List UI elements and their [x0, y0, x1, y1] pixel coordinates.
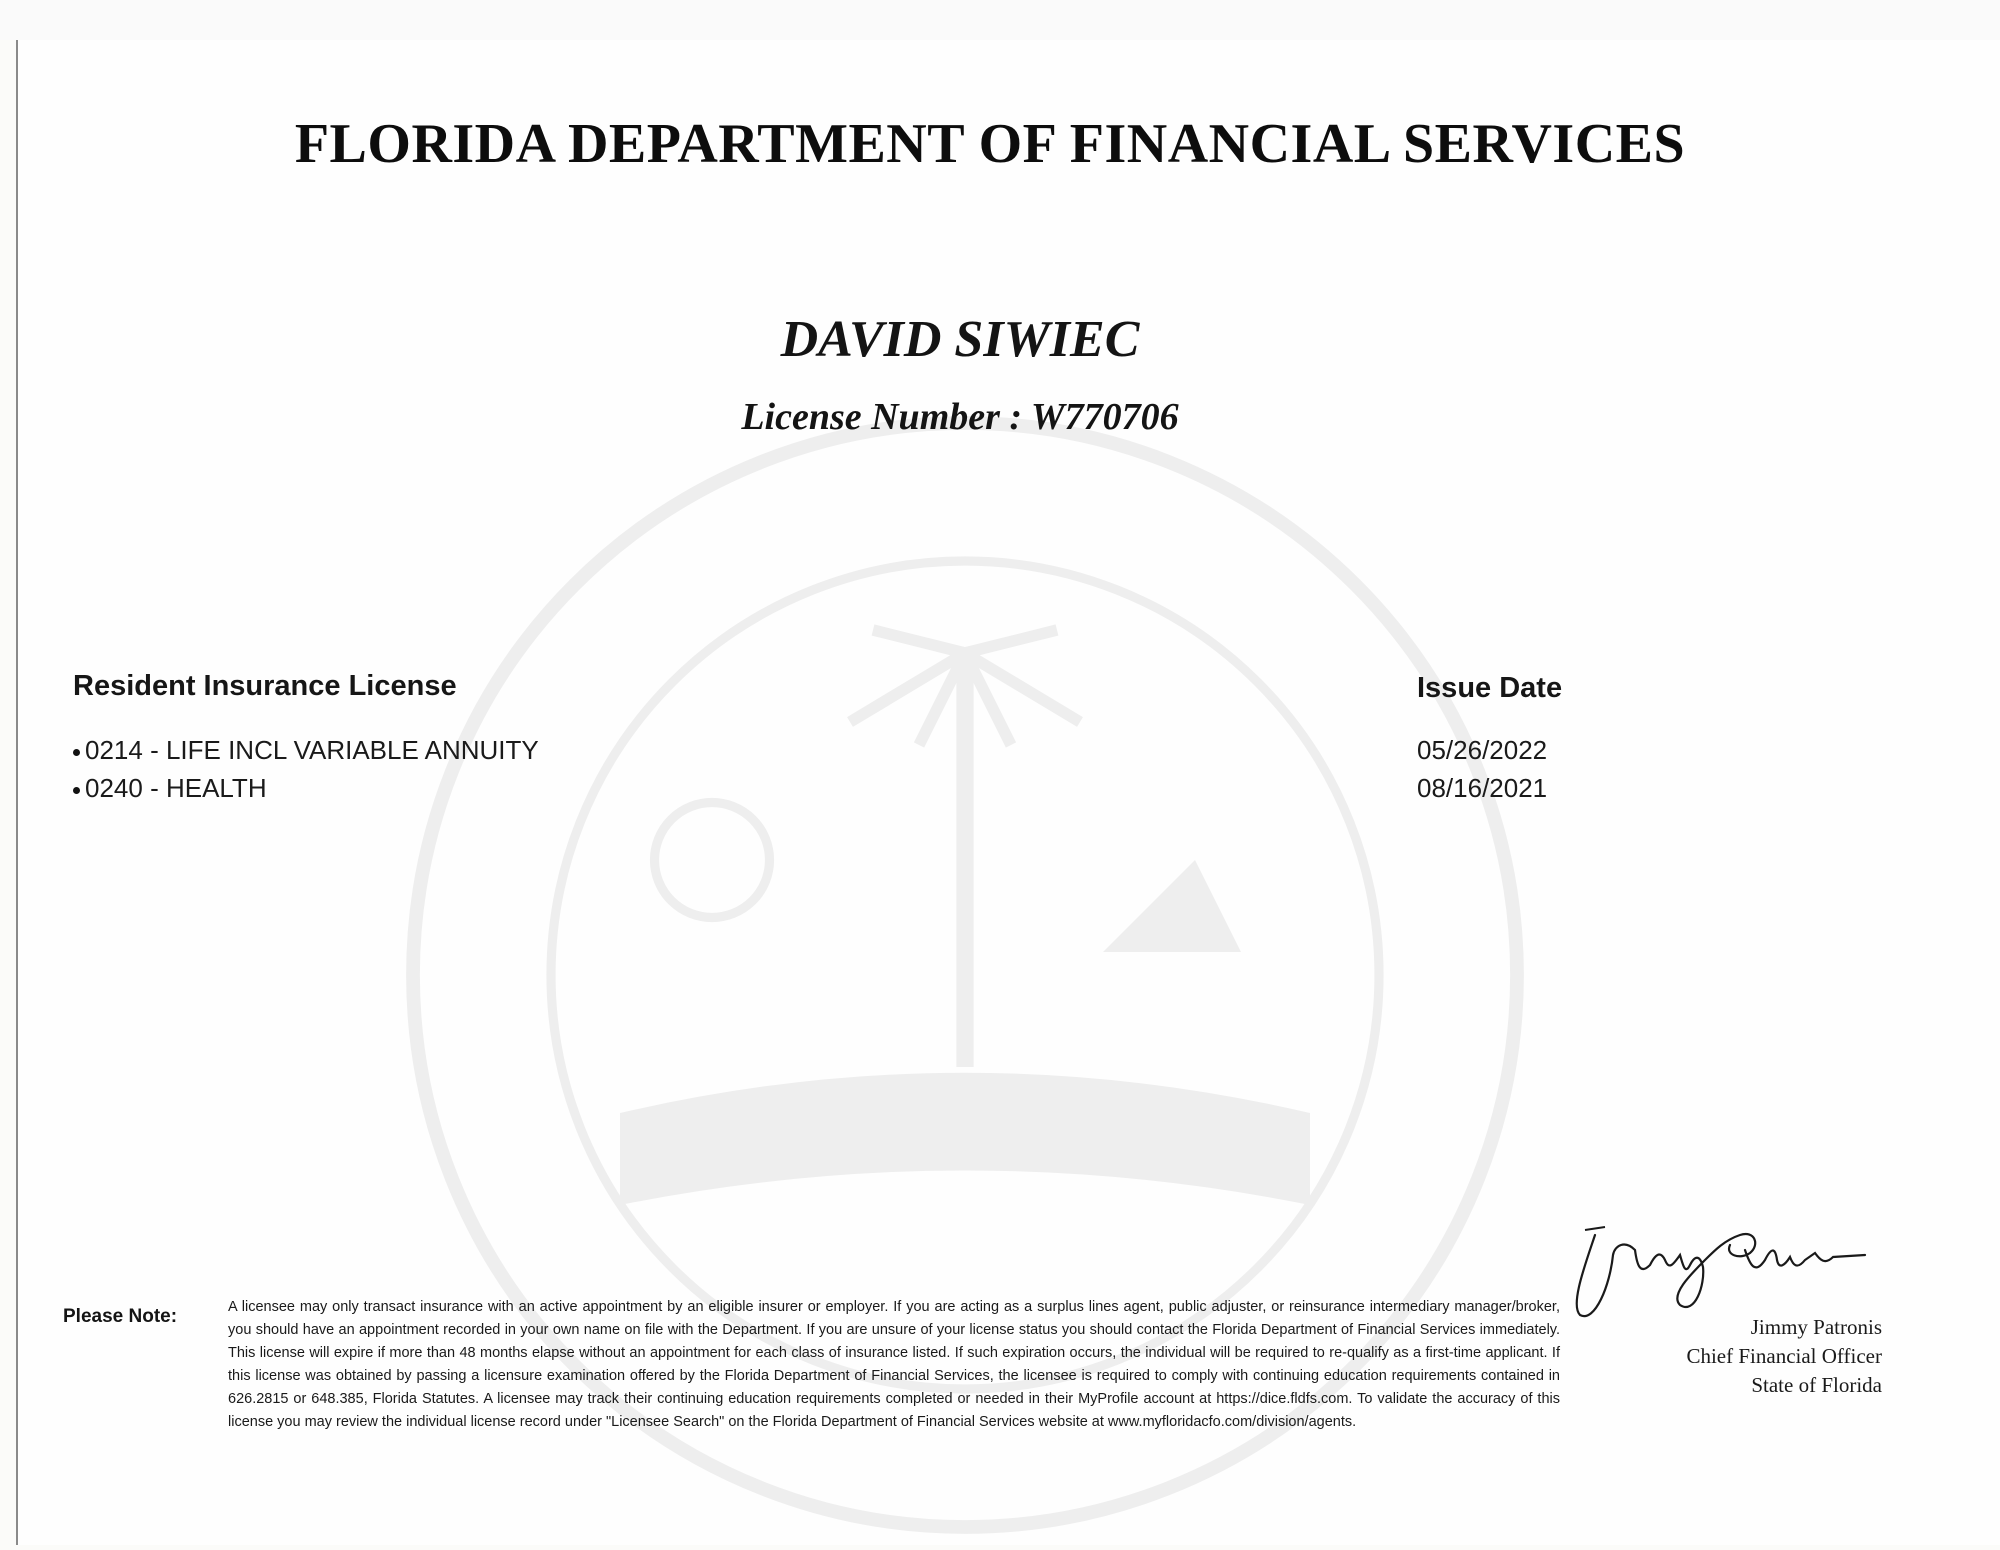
list-item [73, 731, 539, 769]
signatory-name: Jimmy Patronis [1750, 1315, 1882, 1339]
page-margin-top [0, 0, 2000, 40]
licensee-name: DAVID SIWIEC [780, 311, 1140, 368]
license-class-label: 0240 - HEALTH [85, 773, 267, 803]
issue-date: 08/16/2021 [1417, 773, 1548, 803]
issue-date-heading: Issue Date [1417, 672, 1563, 704]
bullet-icon [73, 749, 80, 756]
issue-date-list [1417, 731, 1547, 807]
license-type-heading: Resident Insurance License [73, 670, 457, 702]
bullet-icon [73, 787, 80, 794]
signatory-org: State of Florida [1751, 1373, 1882, 1397]
note-label: Please Note: [63, 1306, 178, 1327]
note-text: A licensee may only transact insurance with an active appointment by an eligible insurer or employer. If you are acting as a surplus lines agent, public adjuster, or reinsurance intermediary manager/broker, you should have an appointment recorded in your own name on file with the Department. If you are unsure of your license status you should contact the Florida Department of Financial Services immediately. This license will expire if more than 48 months elapse without an appointment for each class of insurance listed. If such expiration occurs, the individual will be required to re-qualify as a first-time applicant. If this license was obtained by passing a licensure examination offered by the Florida Department of Financial Services, the licensee is required to comply with continuing education requirements contained in 626.2815 or 648.385, Florida Statutes. A licensee may track their continuing education requirements completed or needed in their MyProfile account at https://dice.fldfs.com. To validate the accuracy of this license you may review the individual license record under "Licensee Search" on the Florida Department of Financial Services website at www.myfloridacfo.com/division/agents. [228, 1299, 1560, 1430]
signatory-block [1686, 1313, 1882, 1400]
license-list [73, 731, 539, 807]
license-number: License Number : W770706 [741, 396, 1179, 438]
page-title: FLORIDA DEPARTMENT OF FINANCIAL SERVICES [294, 113, 1686, 175]
issue-date: 05/26/2022 [1417, 735, 1548, 765]
license-class-label: 0214 - LIFE INCL VARIABLE ANNUITY [85, 735, 539, 765]
list-item [73, 769, 539, 807]
signatory-title: Chief Financial Officer [1686, 1344, 1882, 1368]
